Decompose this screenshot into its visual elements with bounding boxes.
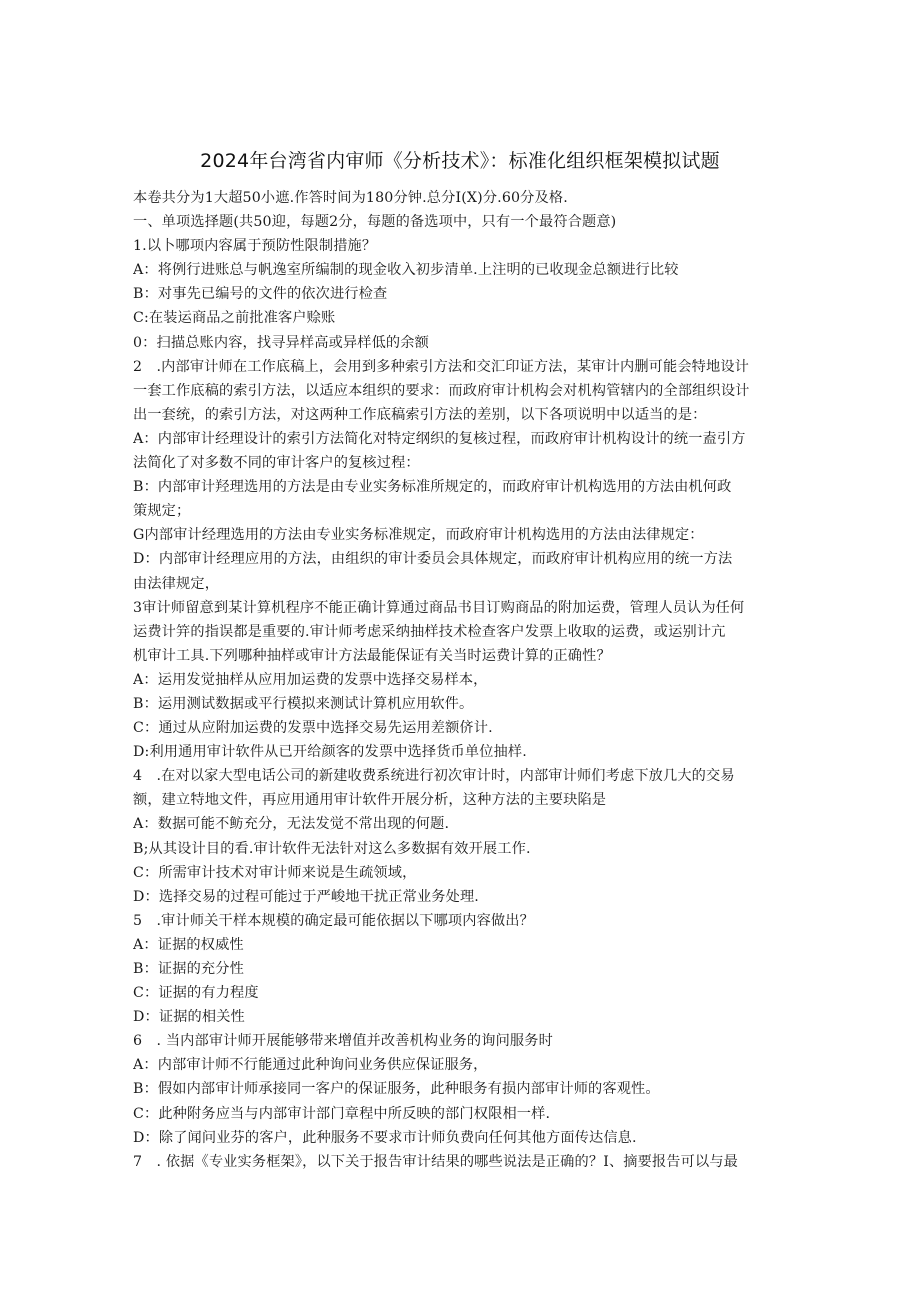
- text-line: 由法律规定，: [133, 575, 220, 592]
- text-line: 1.以卜哪项内容属于预防性限制措施？: [133, 238, 377, 255]
- text-line: 2 .内部审计师在工作底稿上，会用到多种索引方法和交汇印证方法，某审计内删可能会特地设计: [133, 358, 750, 375]
- text-line: 7 . 依据《专业实务框架》，以下关于报告审计结果的哪些说法是正确的？I、摘要报告可以与最: [133, 1153, 738, 1170]
- text-line: C:在装运商品之前批准客户赊账: [133, 310, 336, 327]
- text-line: B：运用测试数据或平行模拟来测试计算机应用软件。: [133, 695, 474, 712]
- text-line: B：内部审计羟理选用的方法是由专业实务标准所规定的，而政府审计机构选用的方法由机何政: [133, 479, 732, 496]
- text-line: 0：扫描总账内容，找寻异样高或异样低的余额: [133, 334, 429, 351]
- text-line: 额，建立特地文件，再应用通用审计软件开展分析，这种方法的主要玦陷是: [133, 792, 607, 809]
- text-line: D:利用通用审计软件从已开给颜客的发票中选择货币单位抽样.: [133, 744, 527, 761]
- text-line: 机审计工具.下列哪种抽样或审计方法最能保证有关当时运费计算的正确性？: [133, 647, 611, 664]
- text-line: D：证据的相关性: [133, 1009, 245, 1026]
- text-line: D：内部审计经理应用的方法，由组织的审计委员会具体规定，而政府审计机构应用的统一方法: [133, 551, 733, 568]
- text-line: A：运用发觉抽样从应用加运费的发票中选择交易样本，: [133, 671, 488, 688]
- text-line: C：此种附务应当与内部审计部门章程中所反映的部门权限相一样.: [133, 1105, 551, 1122]
- text-line: C：证据的有力程度: [133, 985, 259, 1002]
- text-line: 策规定；: [133, 503, 191, 520]
- text-line: A：数据可能不鲂充分，无法发觉不常出现的何题.: [133, 816, 450, 833]
- text-line: B：对事先已编号的文件的依次进行检查: [133, 286, 388, 303]
- text-line: 3审计师留意到某计算机程序不能正确计算通过商品书目订购商品的附加运费，管理人员认为任何: [133, 599, 745, 616]
- text-line: 法简化了对多数不同的审计客户的复核过程：: [133, 455, 420, 472]
- text-line: D：除了闻问业芬的客户，此种服务不要求市计师负费向任何其他方面传达信息.: [133, 1129, 637, 1146]
- text-line: G内部审计经理选用的方法由专业实务标准规定，而政府审计机构选用的方法由法律规定：: [133, 527, 704, 544]
- text-line: B;从其设计目的看.审计软件无法针对这么多数据有效开展工作.: [133, 840, 531, 857]
- text-line: 出一套统，的索引方法，对这两种工作底稿索引方法的差别，以下各项说明中以适当的是：: [133, 406, 707, 423]
- text-line: 一套工作底稿的索引方法，以适应本组织的要求：而政府审计机构会对机构管辖内的全部组织设计: [133, 382, 750, 399]
- document-body: [133, 186, 793, 1174]
- text-line: C：所需审计技术对审计师来说是生疏领域，: [133, 864, 417, 881]
- text-line: A：证据的权威性: [133, 936, 244, 953]
- text-line: A：将例行进账总与帆逸室所编制的现金收入初步清单.上注明的已收现金总额进行比较: [133, 262, 679, 279]
- document-title: 2024年台湾省内审师《分析技术》：标准化组织框架模拟试题: [200, 150, 720, 172]
- text-line: 本卷共分为1大超50小遮.作答时间为180分钟.总分I(X)分.60分及格.: [133, 190, 568, 206]
- text-line: 运费计笄的指误都是重要的.审计师考虑采纳抽样技术检查客户发票上收取的运费，或运别计亢: [133, 623, 726, 640]
- text-line: D：选择交易的过程可能过于严峻地干扰正常业务处理.: [133, 888, 479, 905]
- text-line: 4 .在对以家大型电话公司的新建收费系统进行初次审计时，内部审计师们考虑下放几大的交易: [133, 768, 735, 785]
- text-line: A：内部审计师不行能通过此种询问业务供应保证服务，: [133, 1057, 488, 1074]
- text-line: 5 .审计师关干样本规模的确定最可能依据以下哪项内容做出？: [133, 912, 534, 929]
- text-line: B：证据的充分性: [133, 961, 244, 977]
- text-line: 一、单项选择题(共50迎，每题2分，每题的备选项中，只有一个最符合题意): [133, 214, 617, 231]
- text-line: C：通过从应附加运费的发票中选择交易先运用差额侪计.: [133, 720, 493, 737]
- text-line: B：假如内部审计师承接同一客户的保证服务，此种眼务有损内部审计师的客观性。: [133, 1081, 660, 1098]
- text-line: 6 . 当内部审计师开展能够带来增值并改善机构业务的询问服务时: [133, 1033, 553, 1050]
- text-line: A：内部审计经理设计的索引方法简化对特定纲织的复核过程，而政府审计机构设计的统一盍引方: [133, 430, 746, 447]
